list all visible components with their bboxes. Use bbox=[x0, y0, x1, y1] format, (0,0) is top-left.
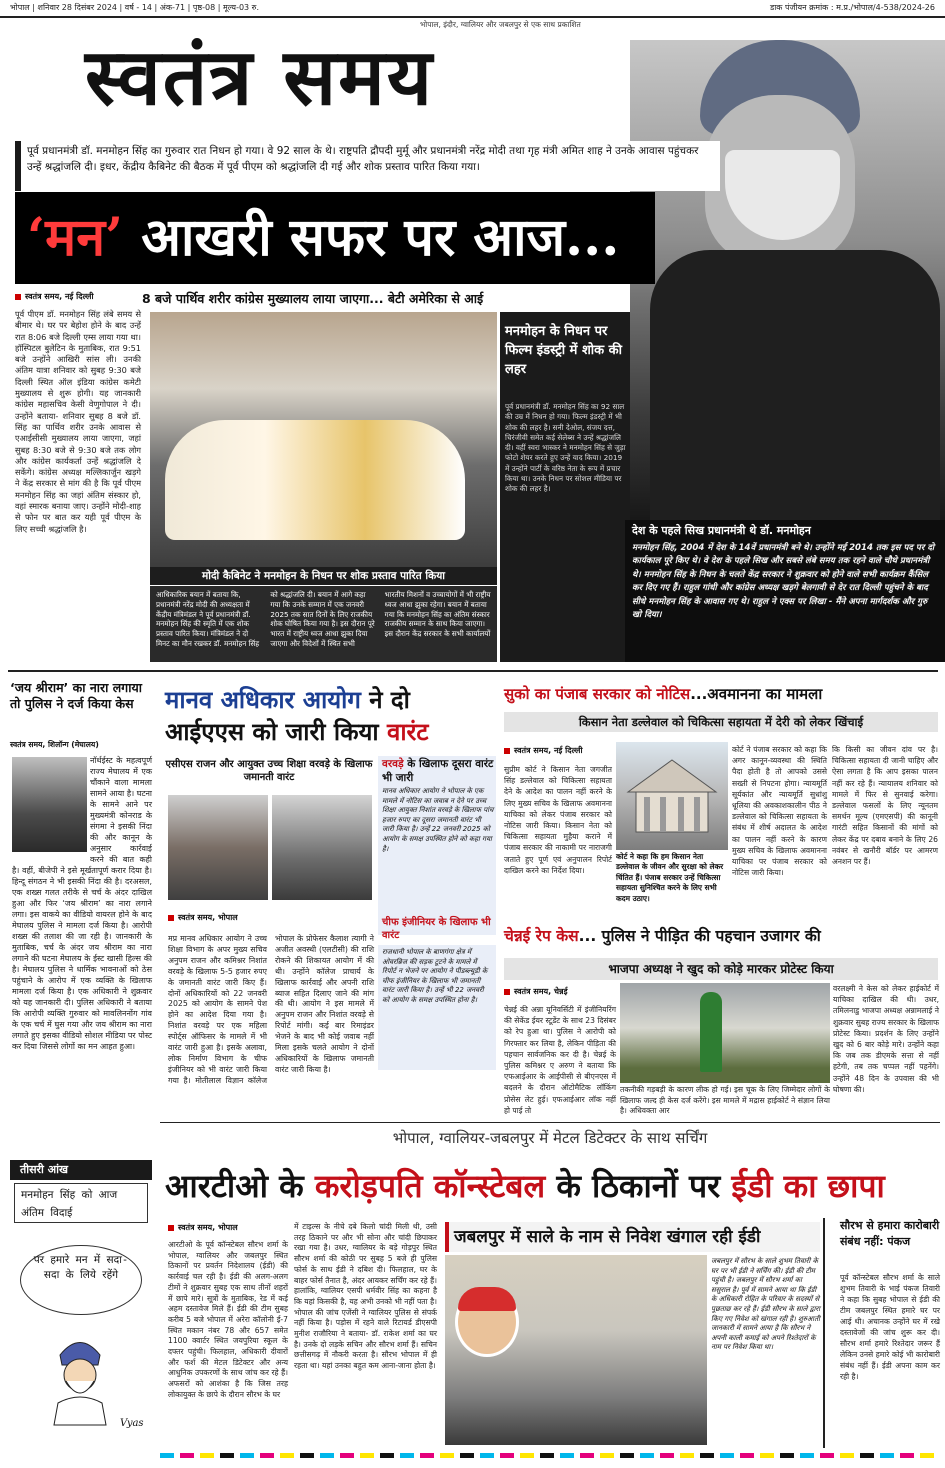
cabinet-caption-body: आधिकारिक बयान में बताया कि, प्रधानमंत्री नरेंद्र मोदी की अध्यक्षता में केंद्रीय मंत्रिमंडल ने पूर्व प्रधानमंत्री डॉ. मनमोहन सिंह की स्मृति में एक शोक प्रस्ताव पारित किया। मंत्रिमंडल ने दो मिनट का मौन रखकर डॉ. मनमोहन सिंह को श्रद्धांजलि दी। बयान में आगे कहा गया कि उनके सम्मान में एक जनवरी 2025 तक सात दिनों के लिए राजकीय शोक घोषित किया गया है। इस दौरान पूरे भारत में राष्ट्रीय ध्वज आधा झुका दिया जाएगा और विदेशों में स्थित सभी भारतीय मिशनों व उच्चायोगों में भी राष्ट्रीय ध्वज आधा झुका रहेगा। बयान में बताया गया कि मनमोहन सिंह का अंतिम संस्कार राजकीय सम्मान के साथ किया जाएगा। इस दौरान केंद्र सरकार के सभी कार्यालयों bbox=[150, 586, 497, 662]
issue-strip bbox=[0, 0, 945, 16]
sc-head-rest: ...अवमानना का मामला bbox=[690, 685, 823, 703]
bullet-icon bbox=[504, 748, 510, 754]
teesri-aankh-label: तीसरी आंख bbox=[10, 1160, 152, 1180]
jai-shriram-head: ‘जय श्रीराम’ का नारा लगाया तो पुलिस ने दर्ज किया केस bbox=[10, 680, 142, 711]
saurabh-head: सौरभ से हमारा कारोबारी संबंध नहीं: पंकज bbox=[840, 1219, 940, 1248]
lead-byline-text: स्वतंत्र समय, नई दिल्ली bbox=[25, 292, 94, 301]
speech-bubble: पर हमारे मन में सदा-सदा के लिये रहेंगे bbox=[20, 1245, 142, 1315]
ed-column-rule bbox=[823, 1218, 825, 1448]
hr-head-3: आईएएस को जारी किया bbox=[165, 718, 387, 746]
film-head: मनमोहन के निधन पर फिल्म इंडस्ट्री में शोक की लहर bbox=[505, 324, 623, 377]
jai-shriram-body-wrap bbox=[12, 755, 152, 1075]
protester-figure bbox=[700, 992, 722, 1072]
sc-body-2: कोर्ट ने पंजाब सरकार को कहा कि अगर कानून-व्यवस्था की स्थिति पैदा होती है तो आपको उससे सख्ती से निपटना होगा। न्यायमूर्ति सूर्यकांत और न्यायमूर्ति सुधांशु धूलिया की अवकाशकालीन पीठ ने डल्लेवाल को चिकित्सा सहायता के संबंध में शीर्ष अदालत के आदेश का पालन नहीं करने के कारण मुख्य सचिव के खिलाफ अवमानना याचिका पर पंजाब सरकार को नोटिस जारी किया। bbox=[732, 745, 827, 878]
photo-caption: मोदी कैबिनेट ने मनमोहन के निधन पर शोक प्रस्ताव पारित किया bbox=[150, 567, 497, 585]
ed-byline-text: स्वतंत्र समय, भोपाल bbox=[178, 1223, 238, 1232]
jai-shriram-body: नॉर्थईस्ट के महत्वपूर्ण राज्य मेघालय में एक चौंकाने वाला मामला सामने आया है। घटना के सामने आने पर मुख्यमंत्री कोनराड के संगमा ने इसकी निंदा की और कानून के अनुसार कार्रवाई करने की बात कही है। वहीं, बीजेपी ने इसे मूर्खतापूर्ण करार दिया है। हिन्दू संगठन ने भी इसकी निंदा की है। दरअसल, एक शख्स गलत तरीके से चर्च के अंदर दाखिल हुआ और फिर ‘जय श्रीराम’ का नारा लगाने लगा। इस वाकये का वीडियो वायरल होने के बाद मेघालय पुलिस ने मामला दर्ज किया है। आरोपी शख्स की तलाश की जा रही है। जानकारी के मुताबिक, चर्च के अंदर जय श्रीराम का नारा लगाने की घटना मेघालय के ईस्ट खासी हिल्स की है। मेघालय पुलिस ने धार्मिक भावनाओं को ठेस पहुंचाने के आरोप में एक व्यक्ति के खिलाफ मामला दर्ज किया है। एक अधिकारी ने शुक्रवार को यह जानकारी दी। पुलिस अधिकारी ने बताया कि आरोपी व्यक्ति गुरुवार को मावलिननोंग गांव के एक चर्च में घुस गया और जय श्रीराम का नारा लगाते हुए इसका वीडियो सोशल मीडिया पर पोस्ट कर दिया जिससे लोगों का मन आहत हुआ। bbox=[12, 756, 153, 1051]
editions-line: भोपाल, इंदौर, ग्वालियर और जबलपुर से एक साथ प्रकाशित bbox=[420, 20, 581, 29]
sc-subhead: किसान नेता डल्लेवाल को चिकित्सा सहायता में देरी को लेकर खिंचाई bbox=[504, 712, 938, 732]
lead-byline bbox=[15, 291, 94, 302]
ed-head-b: करोड़पति कॉन्स्टेबल bbox=[314, 1167, 546, 1205]
chennai-byline-text: स्वतंत्र समय, चेन्नई bbox=[514, 987, 568, 996]
chennai-headline bbox=[504, 925, 944, 947]
section-rule bbox=[8, 670, 938, 672]
saurabh-cap bbox=[458, 1287, 516, 1311]
hr-side-body: मानव अधिकार आयोग ने भोपाल के एक मामले में नोटिस का जवाब न देने पर उच्च शिक्षा आयुक्त निशांत वरवड़े के खिलाफ पांच हजार रुपए का दूसरा जमानती वारंट भी जारी किया है। उन्हें 22 जनवरी 2025 को आयोग के समक्ष उपस्थित होने को कहा गया है। bbox=[382, 787, 494, 853]
ed-strap: भोपाल, ग्वालियर-जबलपुर में मेटल डिटेक्टर के साथ सर्चिंग bbox=[392, 1129, 708, 1147]
hr-head-4: वारंट bbox=[387, 718, 429, 746]
sc-byline-text: स्वतंत्र समय, नई दिल्ली bbox=[514, 746, 583, 755]
hr-side-head bbox=[382, 757, 494, 785]
chennai-byline bbox=[504, 986, 568, 997]
chennai-head-rest: ... पुलिस ने पीड़ित की पहचान उजागर की bbox=[578, 927, 821, 945]
hr-subhead: एसीएस राजन और आयुक्त उच्च शिक्षा वरवड़े के खिलाफ जमानती वारंट bbox=[165, 759, 373, 783]
lead-subhead: 8 बजे पार्थिव शरीर कांग्रेस मुख्यालय लाया जाएगा... बेटी अमेरिका से आई bbox=[142, 291, 484, 306]
saurabh-body: पूर्व कॉन्स्टेबल सौरभ शर्मा के साले शुभम तिवारी के भाई पंकज तिवारी ने कहा कि सुबह भोपाल से ईडी की टीम जबलपुर स्थित हमारे घर पर आई थी। अचानक उन्होंने घर में रखे दस्तावेजों की जांच शुरू कर दी। सौरभ शर्मा हमारे रिश्तेदार जरूर हैं लेकिन उनसे हमारे कोई भी कारोबारी संबंध नहीं हैं। ईडी अपना काम कर रही है। bbox=[840, 1273, 940, 1381]
hr-byline bbox=[168, 912, 238, 923]
cartoonist-signature: Vyas bbox=[120, 1418, 144, 1429]
sc-byline bbox=[504, 745, 583, 756]
jabalpur-head: जबलपुर में साले के नाम से निवेश खंगाल रही ईडी bbox=[454, 1227, 761, 1247]
nishant-warwade-photo bbox=[272, 795, 372, 900]
jai-shriram-byline: स्वतंत्र समय, शिलॉन्ग (मेघालय) bbox=[10, 740, 99, 749]
hr-headline bbox=[165, 684, 495, 748]
hr-side-red: वरवड़े bbox=[382, 758, 404, 770]
ed-head-a: आरटीओ के bbox=[165, 1167, 315, 1205]
first-sikh-body: मनमोहन सिंह, 2004 में देश के 14वें प्रधानमंत्री बने थे। उन्होंने मई 2014 तक इस पद पर दो कार्यकाल पूरे किए थे। वे देश के पहले सिख और सबसे लंबे समय तक रहने वाले चौथे प्रधानमंत्री थे। मनमोहन सिंह के निधन के चलते केंद्र सरकार ने शुक्रवार को होने वाले सभी कार्यक्रम कैंसिल कर दिए गए हैं। राहुल गांधी और कांग्रेस अध्यक्ष खड़गे बेलगावी से देर रात दिल्ली पहुंचने के बाद सीधे मनमोहन सिंह के आवास गए थे। राहुल ने एक्स पर लिखा - मैंने अपना मार्गदर्शक और गुरु खो दिया। bbox=[632, 543, 935, 621]
ed-headline bbox=[165, 1160, 945, 1212]
bullet-icon bbox=[15, 294, 21, 300]
chennai-subhead: भाजपा अध्यक्ष ने खुद को कोड़े मारकर प्रोटेस्ट किया bbox=[504, 958, 938, 980]
bullet-icon bbox=[168, 1225, 174, 1231]
chennai-body-2: तकनीकी गड़बड़ी के कारण लीक हो गई। इस चूक के लिए जिम्मेदार लोगों के खिलाफ जल्द ही केस दर्ज करेंगे। इस मामले में मद्रास हाईकोर्ट ने संज्ञान लिया है। अधिवक्ता आर bbox=[620, 1085, 830, 1116]
sc-photo-caption: कोर्ट ने कहा कि हम किसान नेता डल्लेवाल के जीवन और सुरक्षा को लेकर चिंतित हैं। पंजाब सरकार उन्हें चिकित्सा सहायता सुनिश्चित करने के लिए सभी कदम उठाए। bbox=[616, 852, 724, 903]
hr-byline-text: स्वतंत्र समय, भोपाल bbox=[178, 913, 238, 922]
lead-body: पूर्व पीएम डॉ. मनमोहन सिंह लंबे समय से बीमार थे। घर पर बेहोश होने के बाद उन्हें रात 8:06 बजे दिल्ली एम्स लाया गया था। हॉस्पिटल बुलेटिन के मुताबिक, रात 9:51 बजे उन्होंने आखिरी सांस ली। उनकी अंतिम यात्रा शनिवार को सुबह 9:30 बजे दिल्ली स्थित ऑल इंडिया कांग्रेस कमेटी मुख्यालय से शुरू होगी। यह जानकारी कांग्रेस महासचिव केसी वेणुगोपाल ने दी। उन्होंने बताया- शनिवार सुबह 8 बजे डॉ. सिंह का पार्थिव शरीर उनके आवास से एआईसीसी मुख्यालय लाया जाएगा, जहां सुबह 8:30 बजे से 9:30 बजे तक लोग और कांग्रेस कार्यकर्ता उन्हें श्रद्धांजलि दे सकेंगे। कांग्रेस अध्यक्ष मल्लिकार्जुन खड़गे ने केंद्र सरकार से मांग की है कि पूर्व पीएम मनमोहन सिंह का जहां अंतिम संस्कार हो, वहां स्मारक बनाया जाए। उन्होंने मोदी-शाह से फोन पर बात कर यही पूर्व पीएम के लिए सच्ची श्रद्धांजलि है। bbox=[15, 309, 141, 534]
bullet-icon bbox=[168, 915, 174, 921]
sc-body-1: सुप्रीम कोर्ट ने किसान नेता जगजीत सिंह डल्लेवाल को चिकित्सा सहायता देने के आदेश का पालन नहीं करने के लिए मुख्य सचिव के खिलाफ अवमानना याचिका को लेकर पंजाब सरकार को नोटिस जारी किया। किसान नेता को चिकित्सा सहायता मुहैया कराने में पंजाब सरकार की नाकामी पर नाराजगी जताते हुए पूर्ण एवं अनुपालन रिपोर्ट दाखिल करने का निर्देश दिया। bbox=[504, 765, 612, 875]
chennai-body-1: चेन्नई की अन्ना यूनिवर्सिटी में इंजीनियरिंग की सेकेंड ईयर स्टूडेंट के साथ 23 दिसंबर को रेप हुआ था। पुलिस ने आरोपी को गिरफ्तार कर लिया है, लेकिन पीड़िता की पहचान सार्वजनिक कर दी है। चेन्नई के पुलिस कमिश्नर ए अरुण ने बताया कि एफआईआर के आईपीसी से बीएनएस में बदलने के दौरान ऑटोमैटिक लॉकिंग प्रोसेस लेट हुई। एफआईआर लॉक नहीं हो पाई तो bbox=[504, 1005, 616, 1115]
sc-headline bbox=[504, 683, 944, 705]
flower-wreath bbox=[165, 420, 465, 540]
bullet-icon bbox=[504, 989, 510, 995]
chennai-head-red: चेन्नई रेप केस bbox=[504, 927, 579, 945]
chief-body: राजधानी भोपाल के बाणगंगा क्षेत्र में ओवरब्रिज की सड़क टूटने के मामले में रिपोर्ट न भेजने पर आयोग ने पीडब्ल्यूडी के चीफ इंजीनियर के खिलाफ भी जमानती वारंट जारी किया है। उन्हें भी 22 जनवरी को आयोग के समक्ष उपस्थित होना है। bbox=[378, 945, 496, 1070]
headline-quote: ‘मन’ bbox=[27, 207, 124, 268]
sc-head-red: सुको का पंजाब सरकार को नोटिस bbox=[504, 685, 691, 703]
portrait-coat bbox=[650, 250, 940, 540]
ed-byline bbox=[168, 1222, 238, 1233]
hr-head-1: मानव अधिकार आयोग bbox=[165, 686, 361, 714]
ed-rule bbox=[160, 1122, 940, 1123]
cartoon-title: मनमोहन सिंह को आज अंतिम विदाई bbox=[14, 1183, 148, 1223]
masthead: स्वतंत्र समय bbox=[85, 32, 434, 123]
hr-head-2: ने दो bbox=[360, 686, 410, 714]
headline-rest: आखरी सफर पर आज... bbox=[123, 207, 620, 268]
hr-side-rest: के खिलाफ दूसरा वारंट भी जारी bbox=[382, 758, 494, 784]
anupam-rajan-photo bbox=[168, 795, 268, 900]
hr-body: मप्र मानव अधिकार आयोग ने उच्च शिक्षा विभाग के अपर मुख्य सचिव अनुपम राजन और कमिश्नर निशांत वरवड़े के खिलाफ 5-5 हजार रुपए के जमानती वारंट जारी किए हैं। दोनों अधिकारियों को 22 जनवरी 2025 को आयोग के सामने पेश होने का आदेश दिया गया है। निशांत वरवड़े पर एक महिला स्पोर्ट्स ऑफिसर के मामले में भी वारंट जारी हुआ है। इसके अलावा, लोक निर्माण विभाग के चीफ इंजीनियर को भी वारंट जारी किया गया है। मोतीलाल विज्ञान कॉलेज भोपाल के प्रोफेसर कैलाश त्यागी ने अजीत अवस्थी (एलटीसी) की राशि रोकने की शिकायत आयोग में की थी। उन्होंने कॉलेज प्राचार्य के खिलाफ कार्रवाई और अपनी राशि ब्याज सहित दिलाए जाने की मांग की थी। आयोग ने इस मामले में अनुपम राजन और निशांत वरवड़े से रिपोर्ट मांगी। कई बार रिमाइंडर भेजने के बाद भी कोई जवाब नहीं मिला इसके चलते आयोग ने दोनों अधिकारियों के खिलाफ जमानती वारंट जारी किया है। bbox=[168, 934, 374, 1085]
chennai-body-3: वरलक्ष्मी ने केस को लेकर हाईकोर्ट में याचिका दाखिल की थी। उधर, तमिलनाडु भाजपा अध्यक्ष अन्नामलाई ने शुक्रवार सुबह राज्य सरकार के खिलाफ प्रोटेस्ट किया। प्रदर्शन के लिए उन्होंने खुद को 6 बार कोड़े मारे। उन्होंने कहा कि जब तक डीएमके सत्ता से नहीं हटेगी, तब तक चप्पल नहीं पहनेंगे। उन्होंने 48 दिन के उपवास की भी घोषणा की। bbox=[833, 984, 939, 1094]
first-sikh-head: देश के पहले सिख प्रधानमंत्री थे डॉ. मनमोहन bbox=[632, 524, 811, 537]
supreme-court-photo bbox=[616, 742, 728, 850]
ed-head-d: ईडी का छापा bbox=[731, 1167, 885, 1205]
film-body: पूर्व प्रधानमंत्री डॉ. मनमोहन सिंह का 92 साल की उम्र में निधन हो गया। फिल्म इंडस्ट्री में भी शोक की लहर है। सनी देओल, संजय दत्त, चिरंजीवी समेत कई सेलेब्स ने उन्हें श्रद्धांजलि दी। वहीं स्वरा भास्कर ने मनमोहन सिंह से जुड़ा फोटो शेयर करते हुए उन्हें याद किया। 2019 में उन्होंने पार्टी के वरिष्ठ नेता के रूप में प्रचार किया था। उनके निधन पर सोशल मीडिया पर शोक की लहर है। bbox=[505, 402, 626, 494]
jabalpur-body: जबलपुर में सौरभ के साले शुभम तिवारी के घर पर भी ईडी ने सर्चिंग की। ईडी की टीम पहुंची है। जबलपुर में सौरभ शर्मा का ससुराल है। पूर्व में सामने आया था कि ईडी के अधिकारी रोहित के परिवार के सदस्यों से पूछताछ कर रहे हैं। ईडी सौरभ के साले द्वारा किए गए निवेश को खंगाल रही है। शुरुआती जानकारी में सामने आया है कि सौरभ ने अपनी काली कमाई को अपने रिश्तेदारों के नाम पर निवेश किया था। bbox=[711, 1257, 821, 1352]
ed-body-1: आरटीओ के पूर्व कॉन्स्टेबल सौरभ शर्मा के भोपाल, ग्वालियर और जबलपुर स्थित ठिकानों पर प्रवर्तन निदेशालय (ईडी) की कार्रवाई चल रही है। ईडी की अलग-अलग टीमों ने शुक्रवार सुबह एक साथ तीनों शहरों में छापे मारे। सूत्रों के मुताबिक, रेड में कई अहम दस्तावेज मिले हैं। ईडी की टीम सुबह करीब 5 बजे भोपाल में अरेरा कॉलोनी ई-7 स्थित मकान नंबर 78 और 657 समेत 1100 क्वार्टर स्थित जयपुरिया स्कूल के दफ्तर पहुंची। फिलहाल, अधिकारी दीवारों और फर्श की मेटल डिटेक्टर और अन्य आधुनिक उपकरणों के साथ जांच कर रहे हैं। अफसरों को आशंका है कि जिस तरह लोकायुक्त के छापे के दौरान सौरभ के घर bbox=[168, 1240, 288, 1399]
ed-head-c: के ठिकानों पर bbox=[545, 1167, 732, 1205]
top-rule bbox=[0, 16, 945, 18]
ed-body-2: में टाइल्स के नीचे दबे किलो चांदी मिली थी, उसी तरह ठिकाने पर और भी सोना और चांदी छिपाकर रखा गया है। उधर, ग्वालियर के बड़े गोड़पुर स्थित सौरभ शर्मा की कोठी पर सुबह 5 बजे ही पुलिस फोर्स के साथ ईडी ने दबिश दी। फिलहाल, घर के बाहर फोर्स तैनात है, अंदर आयकर सर्चिंग कर रहे हैं। हालांकि, ग्वालियर एसपी धर्मवीर सिंह का कहना है कि यहां किसकी है, यह अभी उनको भी नहीं पता है। भोपाल की जांच एजेंसी ने ग्वालियर पुलिस से संपर्क नहीं किया है। पड़ोस में रहने वाले रिटायर्ड डीएसपी मुनीश राजौरिया ने बताया- डॉ. राकेश शर्मा का घर है। उनके दो लड़के सचिन और सौरभ शर्मा हैं। सचिन छत्तीसगढ़ में नौकरी करता है। सौरभ भोपाल में ही रहता था। यहां उनका बहुत कम आना-जाना होता है। bbox=[294, 1222, 437, 1371]
issue-info: भोपाल | शनिवार 28 दिसंबर 2024 | वर्ष - 14 | अंक-71 | पृष्ठ-08 | मूल्य-03 रु. bbox=[10, 3, 260, 12]
color-registration-strip bbox=[160, 1453, 940, 1458]
chief-head: चीफ इंजीनियर के खिलाफ भी वारंट bbox=[382, 917, 491, 941]
lead-headline bbox=[15, 192, 655, 284]
registration-number: डाक पंजीयन क्रमांक : म.प्र./भोपाल/4-538/2024-26 bbox=[769, 3, 935, 12]
sc-body-3: कि किसी का जीवन दांव पर है। चिकित्सा सहायता दी जानी चाहिए और ऐसा लगता है कि आप इसका पालन नहीं कर रहे हैं। न्यायालय शनिवार को मामले में फिर से सुनवाई करेगा। डल्लेवाल फसलों के लिए न्यूनतम समर्थन मूल्य (एमएसपी) की कानूनी गारंटी सहित किसानों की मांगों को लेकर केंद्र पर दबाव बनाने के लिए 26 नवंबर से खनौरी बॉर्डर पर आमरण अनशन पर हैं। bbox=[832, 745, 938, 867]
photo-spacer bbox=[12, 755, 90, 855]
lead-intro: पूर्व प्रधानमंत्री डॉ. मनमोहन सिंह का गुरुवार रात निधन हो गया। वे 92 साल के थे। राष्ट्रपति द्रौपदी मुर्मू और प्रधानमंत्री नरेंद्र मोदी तथा गृह मंत्री अमित शाह ने उनके आवास पहुंचकर उन्हें श्रद्धांजलि दी। इधर, केंद्रीय कैबिनेट की बैठक में पूर्व पीएम को श्रद्धांजलि दी गई और शोक प्रस्ताव पारित किया गया। bbox=[15, 141, 720, 191]
cartoon-figure bbox=[40, 1325, 120, 1425]
annamalai-protest-photo bbox=[620, 983, 830, 1083]
